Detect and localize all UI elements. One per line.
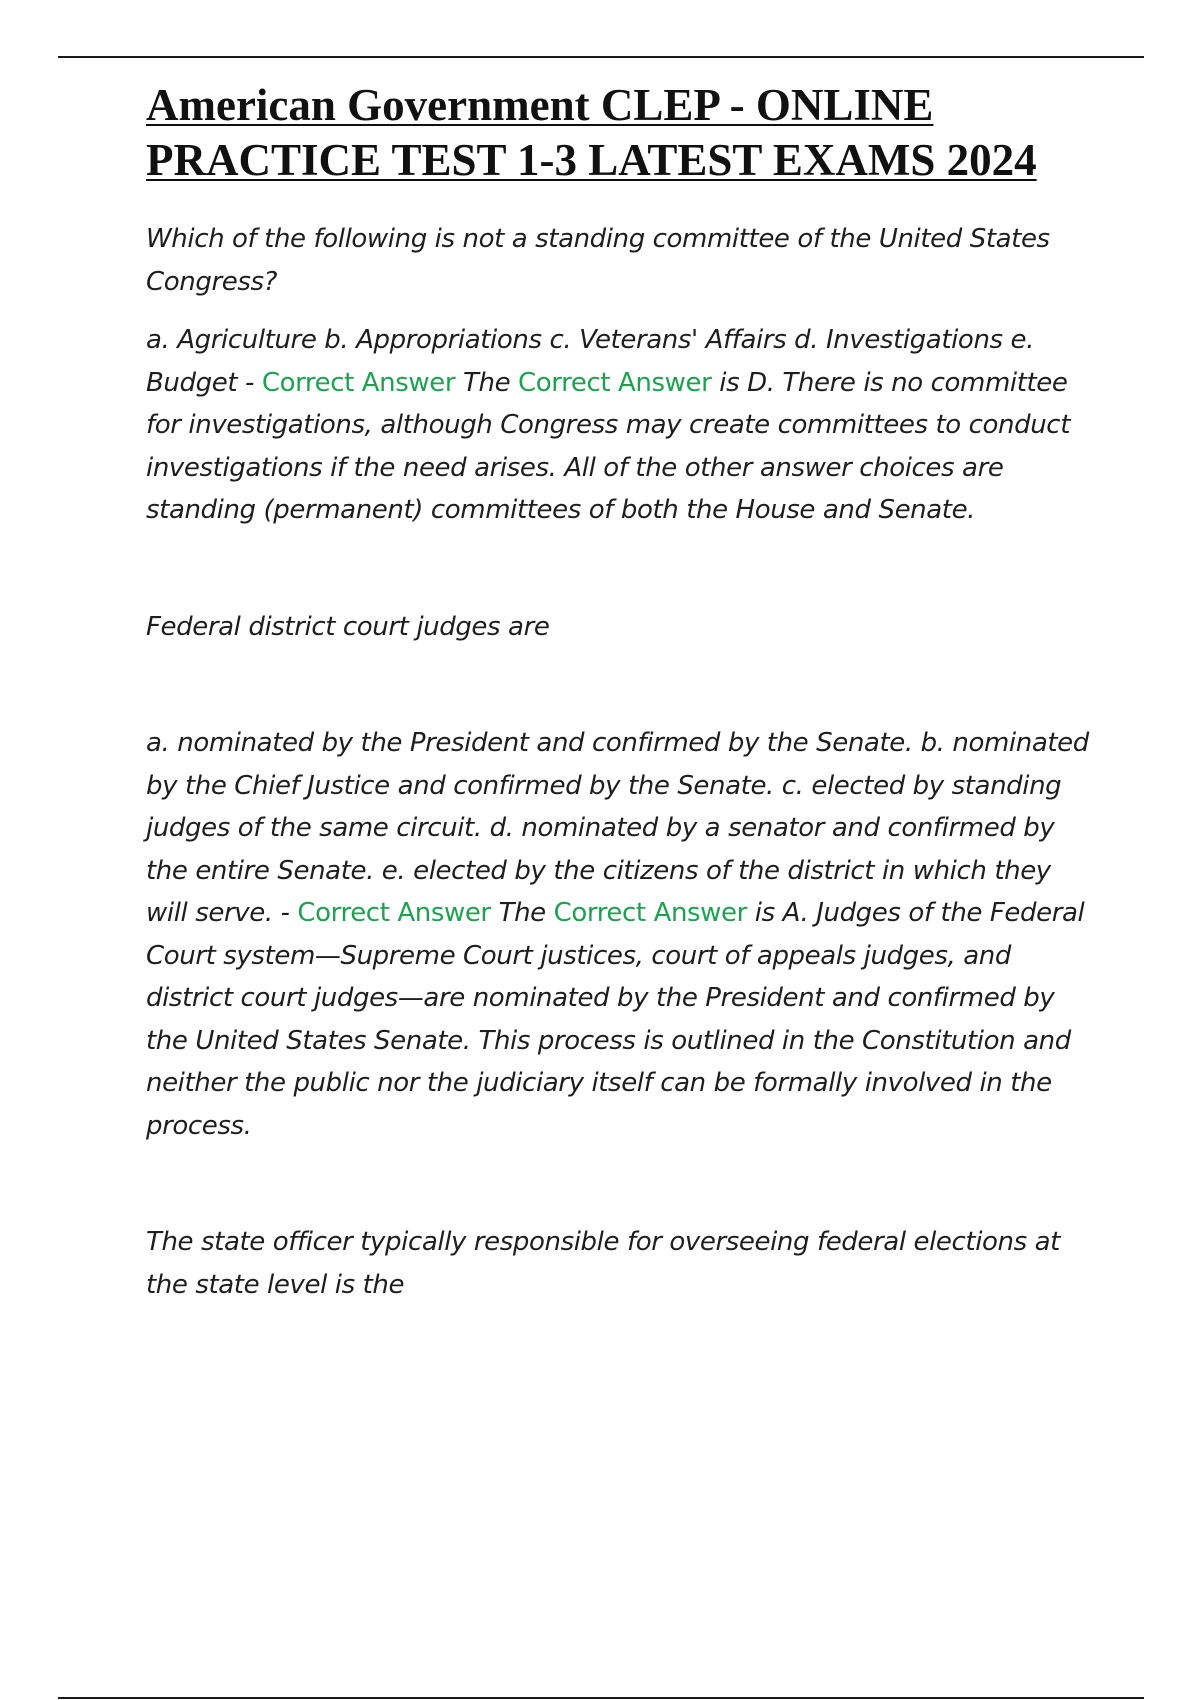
document-title: American Government CLEP - ONLINE PRACTICE TEST 1-3 LATEST EXAMS 2024 <box>146 80 1037 185</box>
question-1: Which of the following is not a standing committee of the United States Congress? <box>146 224 1050 297</box>
bottom-rule <box>58 1697 1144 1699</box>
answer-2-choices: a. nominated by the President and confirmed by the Senate. b. nominated by the Chief Justice and confirmed by the Senate. c. elected by standing judges of the same circuit. d. nominated by a senator and confirmed by the entire Senate. e. elected by the citizens of the district in which they will serve. - <box>146 728 1089 928</box>
correct-answer-label: Correct Answer <box>553 898 747 928</box>
correct-answer-label: Correct Answer <box>518 367 712 398</box>
answer-1-choices: a. Agriculture b. Appropriations c. Veterans' Affairs d. Investigations e. Budget - <box>146 325 1034 398</box>
question-2: Federal district court judges are <box>146 611 550 642</box>
correct-answer-label: Correct Answer <box>261 367 456 398</box>
answer-1 <box>146 319 1096 532</box>
answer-1-explanation: is D. There is no committee for investigations, although Congress may create committees to conduct investigations if the need arises. All of the other answer choices are standing (permanent) committees of both the House and Senate. <box>146 367 1070 525</box>
answer-2 <box>146 722 1096 1147</box>
answer-2-the: The <box>490 898 554 928</box>
document-page <box>146 78 1096 1306</box>
top-rule <box>58 56 1144 58</box>
answer-2-explanation: is A. Judges of the Federal Court system—Supreme Court justices, court of appeals judges, and district court judges—are nominated by the President and confirmed by the United States Senate. This process is outlined in the Constitution and neither the public nor the judiciary itself can be formally involved in the process. <box>146 898 1085 1141</box>
correct-answer-label: Correct Answer <box>297 898 491 928</box>
answer-1-the: The <box>455 367 519 398</box>
question-3: The state officer typically responsible for overseeing federal elections at the state level is the <box>146 1227 1060 1300</box>
